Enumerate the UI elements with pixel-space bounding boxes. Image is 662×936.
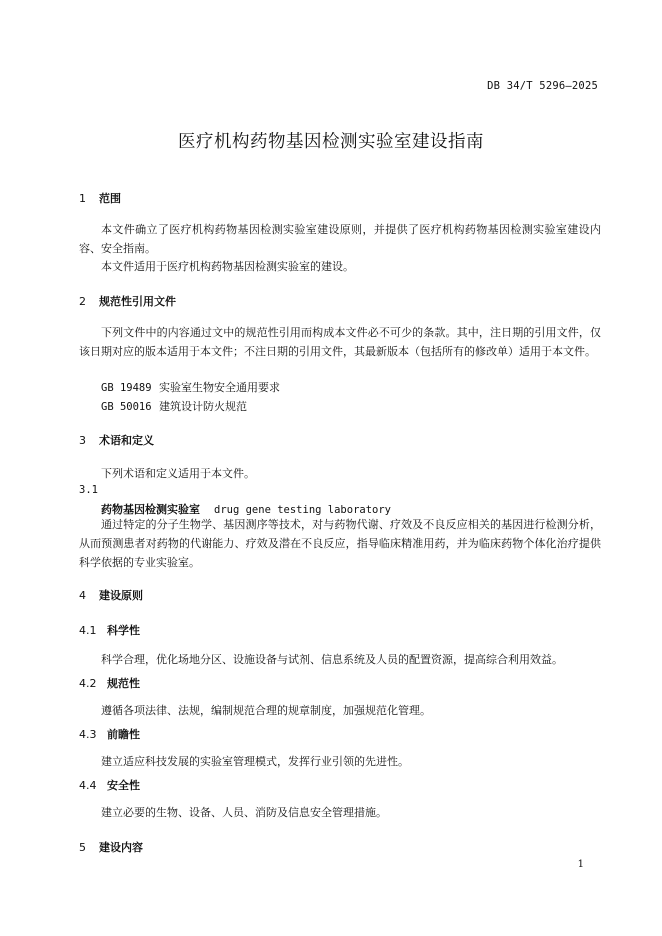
- subsection-title: 前瞻性: [107, 728, 140, 741]
- page-number: 1: [577, 859, 584, 870]
- section-title: 术语和定义: [99, 434, 154, 447]
- subsection-4-4-heading: [79, 777, 140, 793]
- subsection-4-2-heading: [79, 675, 140, 691]
- subsection-4-1-text: 科学合理，优化场地分区、设施设备与试剂、信息系统及人员的配置资源，提高综合利用效益。: [101, 653, 563, 666]
- section-number: 2: [79, 295, 86, 308]
- reference-title: 建筑设计防火规范: [159, 400, 247, 413]
- subsection-number: 4.2: [79, 677, 97, 690]
- reference-title: 实验室生物安全通用要求: [159, 381, 280, 394]
- subsection-title: 规范性: [107, 677, 140, 690]
- subsection-4-1-heading: [79, 622, 140, 638]
- term-english: drug gene testing laboratory: [214, 504, 392, 516]
- section-3-heading: [79, 432, 154, 448]
- subsection-number: 4.4: [79, 779, 97, 792]
- section-3-intro: 下列术语和定义适用于本文件。: [101, 467, 255, 480]
- section-2-paragraph: 下列文件中的内容通过文中的规范性引用而构成本文件必不可少的条款。其中，注日期的引用文件，仅该日期对应的版本适用于本文件；不注日期的引用文件，其最新版本（包括所有的修改单）适用于本文件。: [79, 326, 601, 358]
- subsection-4-3-text: 建立适应科技发展的实验室管理模式，发挥行业引领的先进性。: [101, 755, 409, 768]
- subsection-title: 科学性: [107, 624, 140, 637]
- section-number: 3: [79, 434, 86, 447]
- term-number: 3.1: [79, 484, 98, 496]
- reference-code: GB 50016: [101, 401, 152, 413]
- subsection-4-3-heading: [79, 726, 140, 742]
- section-title: 范围: [99, 192, 121, 205]
- section-title: 规范性引用文件: [99, 295, 176, 308]
- section-title: 建设内容: [99, 841, 143, 854]
- term-definition: 通过特定的分子生物学、基因测序等技术，对与药物代谢、疗效及不良反应相关的基因进行检测分析，从而预测患者对药物的代谢能力、疗效及潜在不良反应，指导临床精准用药，并为临床药物个体化治疗提供科学依据的专业实验室。: [79, 518, 601, 569]
- subsection-4-4-text: 建立必要的生物、设备、人员、消防及信息安全管理措施。: [101, 806, 387, 819]
- reference-code: GB 19489: [101, 382, 152, 394]
- reference-item: [101, 398, 247, 414]
- document-title: 医疗机构药物基因检测实验室建设指南: [178, 132, 484, 152]
- document-code: DB 34/T 5296—2025: [487, 80, 598, 92]
- section-number: 4: [79, 589, 86, 602]
- subsection-number: 4.1: [79, 624, 97, 637]
- section-5-heading: [79, 839, 143, 855]
- section-1-paragraph-2: 本文件适用于医疗机构药物基因检测实验室的建设。: [101, 260, 354, 273]
- section-1-heading: [79, 190, 121, 206]
- term-chinese: 药物基因检测实验室: [101, 503, 200, 516]
- section-number: 1: [79, 192, 86, 205]
- section-4-heading: [79, 587, 143, 603]
- section-1-paragraph-1: 本文件确立了医疗机构药物基因检测实验室建设原则，并提供了医疗机构药物基因检测实验室建设内容、安全指南。: [79, 223, 601, 255]
- section-number: 5: [79, 841, 86, 854]
- section-2-heading: [79, 293, 176, 309]
- reference-item: [101, 379, 280, 395]
- subsection-title: 安全性: [107, 779, 140, 792]
- section-title: 建设原则: [99, 589, 143, 602]
- subsection-4-2-text: 遵循各项法律、法规，编制规范合理的规章制度，加强规范化管理。: [101, 704, 431, 717]
- subsection-number: 4.3: [79, 728, 97, 741]
